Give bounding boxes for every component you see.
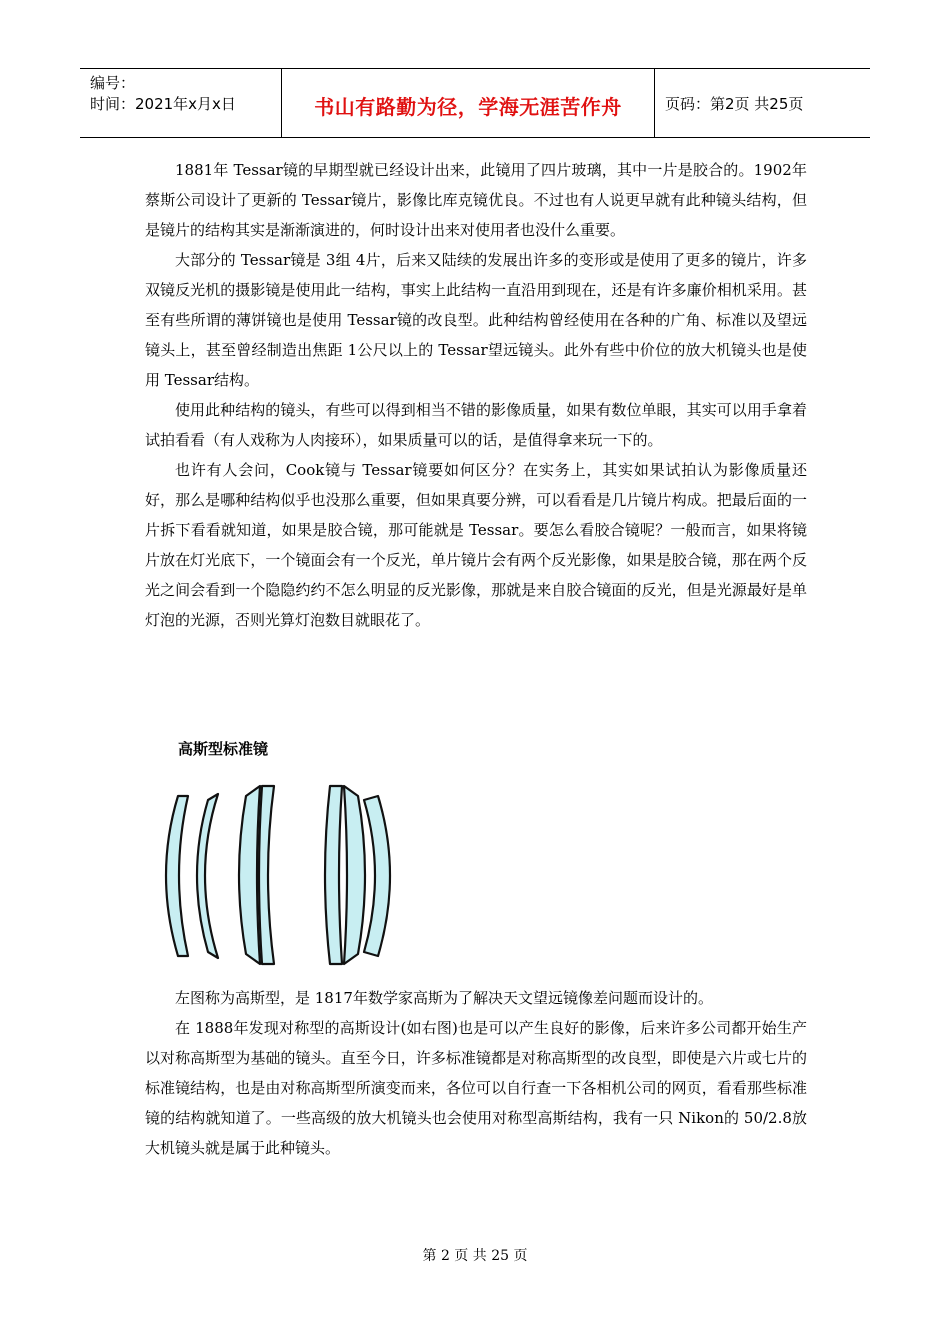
body-text-2 [145,983,807,1163]
paragraph: 也许有人会问，Cook镜与 Tessar镜要如何区分？在实务上，其实如果试拍认为影像质量还好，那么是哪种结构似乎也没那么重要，但如果真要分辨，可以看看是几片镜片构成。把最后面的一片拆下看看就知道，如果是胶合镜，那可能就是 Tessar。要怎么看胶合镜呢？一般而言，如果将镜片放在灯光底下，一个镜面会有一个反光，单片镜片会有两个反光影像，如果是胶合镜，那在两个反光之间会看到一个隐隐约约不怎么明显的反光影像，那就是来自胶合镜面的反光，但是光源最好是单灯泡的光源，否则光算灯泡数目就眼花了。 [145,461,807,629]
number-label: 编号： [90,74,136,92]
lens-element [364,796,390,956]
header-motto: 书山有路勤为径，学海无涯苦作舟 [282,69,655,137]
header-meta [80,69,282,137]
body-text [145,155,807,635]
page-footer: 第 2 页 共 25 页 [422,1248,528,1264]
lens-element [197,794,218,958]
paragraph: 在 1888年发现对称型的高斯设计(如右图)也是可以产生良好的影像，后来许多公司都开始生产以对称高斯型为基础的镜头。直至今日，许多标准镜都是对称高斯型的改良型，即使是六片或七片的标准镜结构，也是由对称高斯型所演变而来，各位可以自行查一下各相机公司的网页，看看那些标准镜的结构就知道了。一些高级的放大机镜头也会使用对称型高斯结构，我有一只 Nikon的 50/2.8放大机镜头就是属于此种镜头。 [145,1019,807,1157]
paragraph: 1881年 Tessar镜的早期型就已经设计出来，此镜用了四片玻璃，其中一片是胶合的。1902年蔡斯公司设计了更新的 Tessar镜片，影像比库克镜优良。不过也有人说更早就有此种镜头结构，但是镜片的结构其实是渐渐演进的，何时设计出来对使用者也没什么重要。 [145,161,807,239]
time-label: 时间：2021年x月x日 [90,95,236,113]
paragraph: 大部分的 Tessar镜是 3组 4片，后来又陆续的发展出许多的变形或是使用了更多的镜片，许多双镜反光机的摄影镜是使用此一结构，事实上此结构一直沿用到现在，还是有许多廉价相机采用。甚至有些所谓的薄饼镜也是使用 Tessar镜的改良型。此种结构曾经使用在各种的广角、标准以及望远镜头上，甚至曾经制造出焦距 1公尺以上的 Tessar望远镜头。此外有些中价位的放大机镜头也是使用 Tessar结构。 [145,251,807,389]
gauss-lens-diagram [150,780,410,970]
section-heading: 高斯型标准镜 [178,740,269,758]
paragraph: 使用此种结构的镜头，有些可以得到相当不错的影像质量，如果有数位单眼，其实可以用手拿着试拍看看（有人戏称为人肉接环），如果质量可以的话，是值得拿来玩一下的。 [145,401,807,449]
lens-element [325,786,342,964]
paragraph: 左图称为高斯型，是 1817年数学家高斯为了解决天文望远镜像差问题而设计的。 [175,989,713,1007]
lens-element [344,786,365,964]
lens-element [239,786,260,964]
header-page-info: 页码：第2页 共25页 [665,94,804,113]
lens-element [259,786,274,964]
page-header [80,68,870,138]
lens-element [166,796,188,956]
